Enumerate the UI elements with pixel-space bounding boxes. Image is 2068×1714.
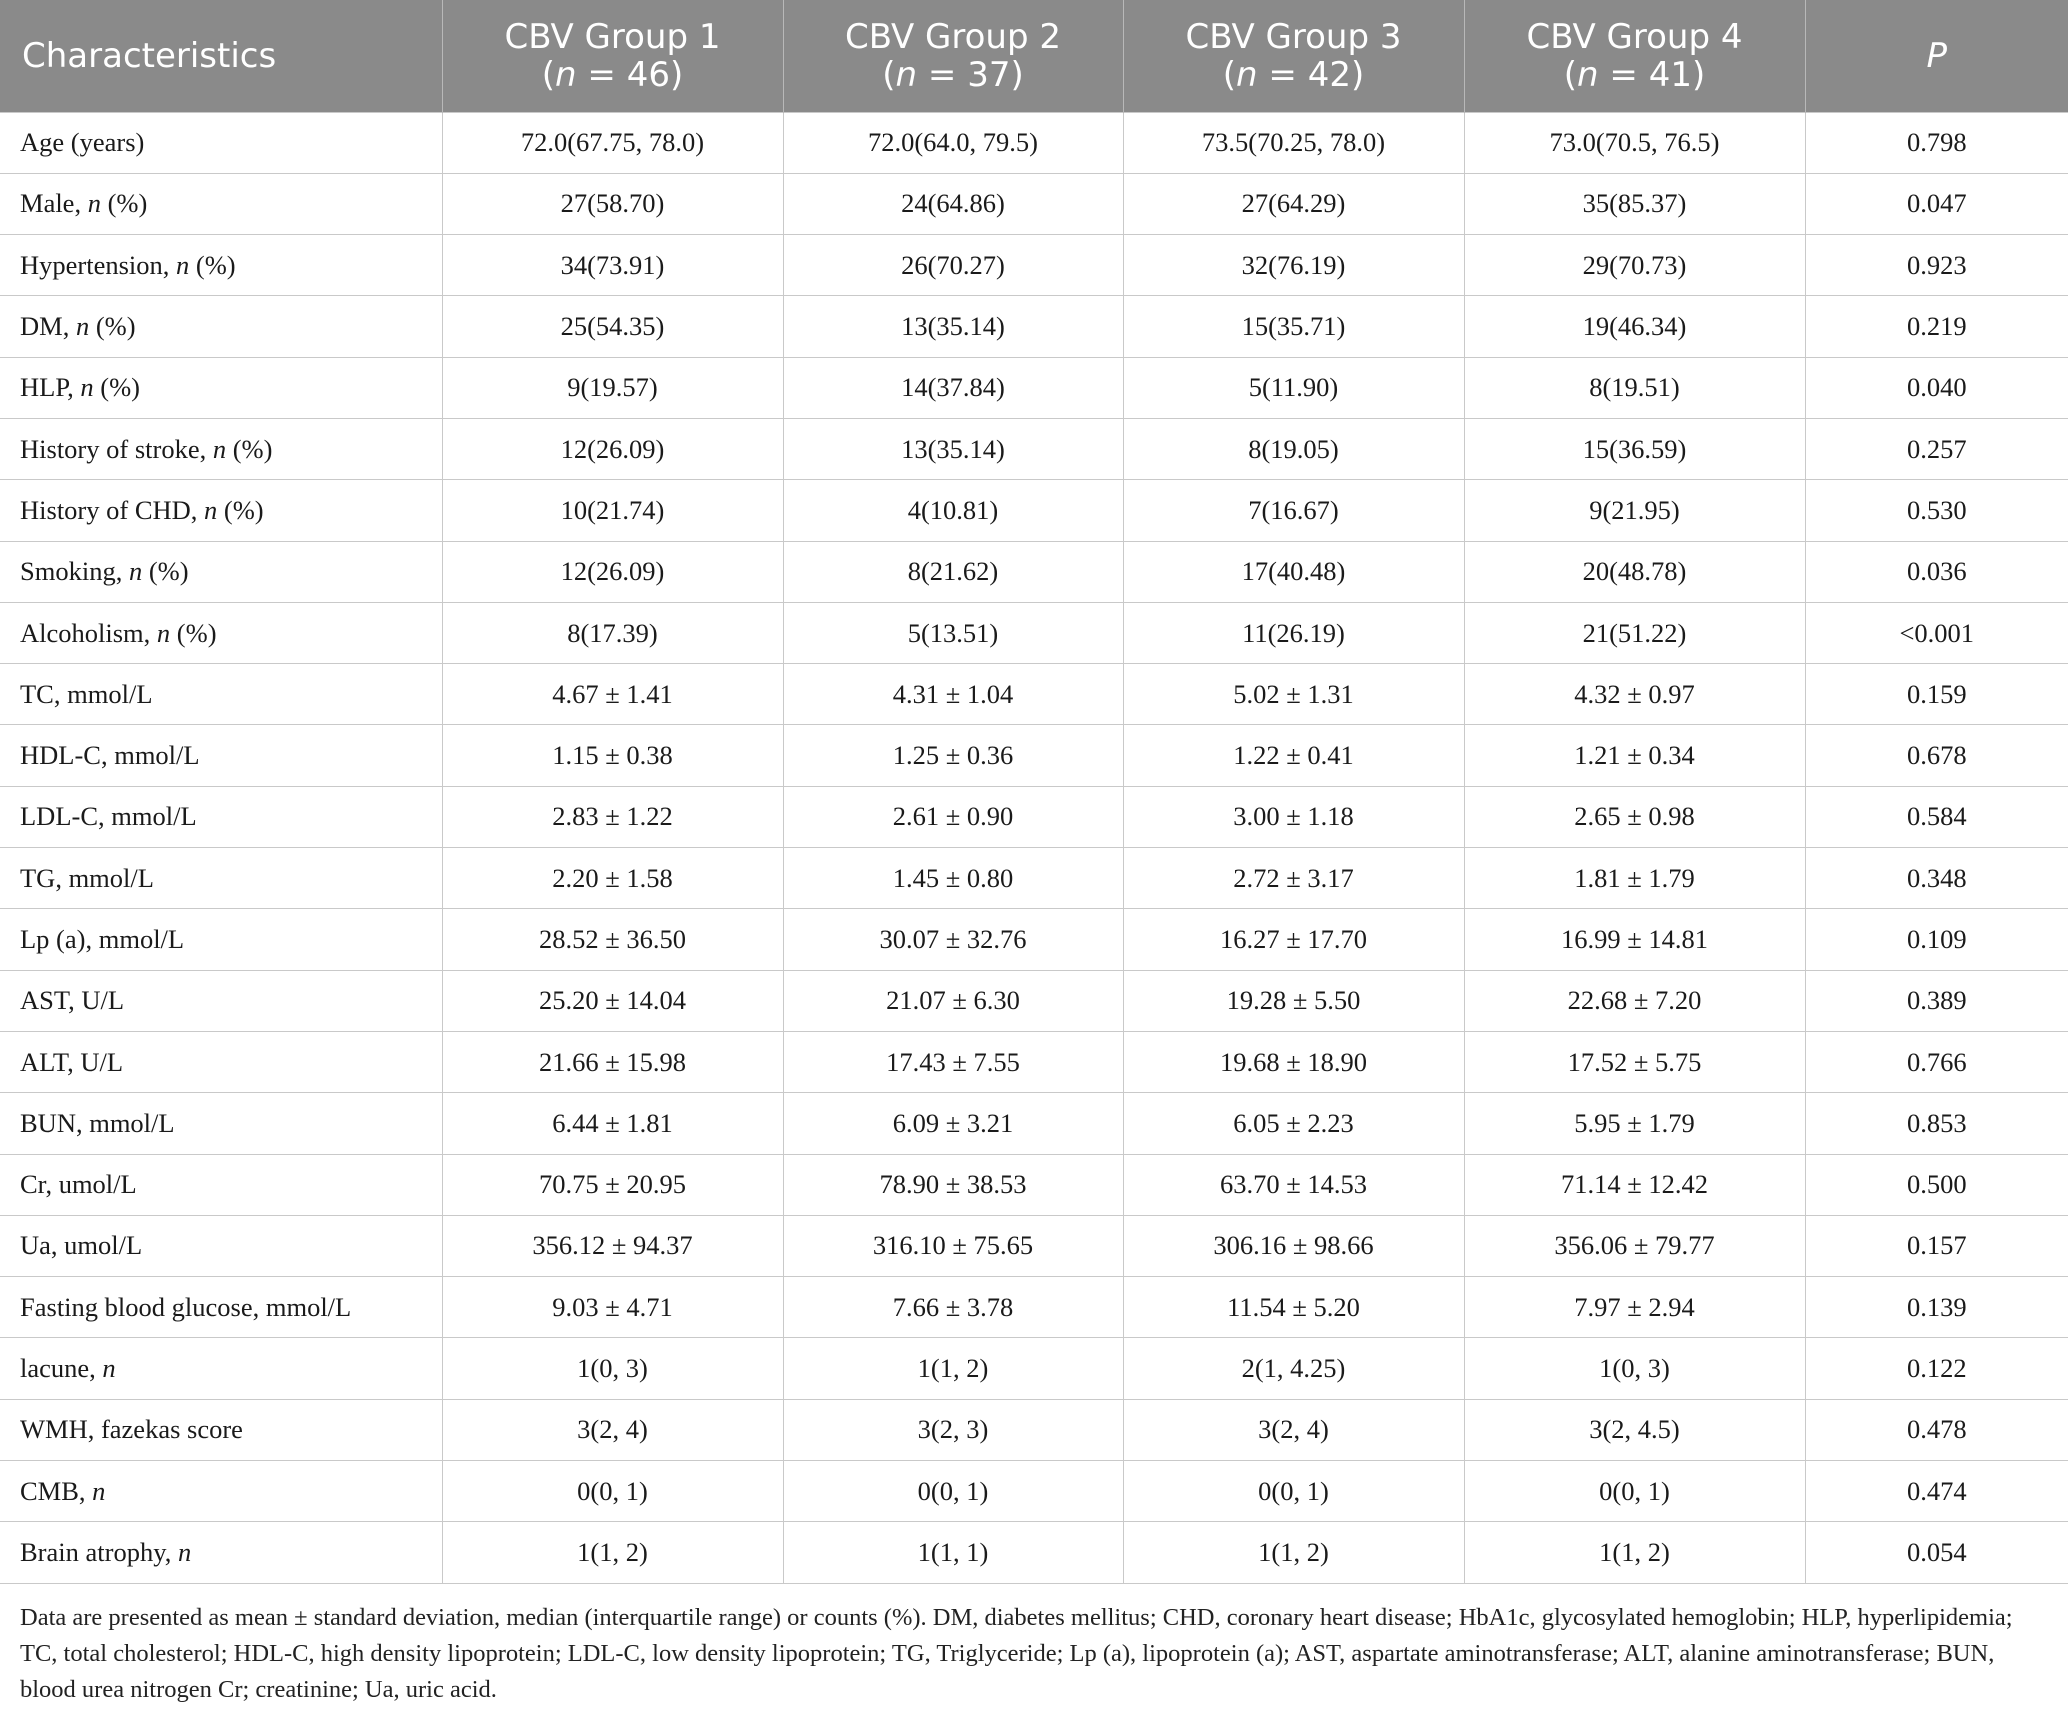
row-label-text: Hypertension,: [20, 249, 177, 280]
group-name: CBV Group 2: [844, 16, 1062, 57]
cell-p-value: 0.584: [1805, 786, 2068, 847]
cell-group-1: 21.66 ± 15.98: [442, 1031, 783, 1092]
group-n-value: = 42): [1257, 54, 1365, 95]
row-label: [0, 786, 442, 847]
group-name: CBV Group 3: [1185, 16, 1402, 57]
row-label-text: History of CHD,: [20, 494, 205, 525]
header-group-4: CBV Group 4 (n = 41): [1464, 0, 1805, 112]
row-label-text: lacune,: [20, 1353, 103, 1384]
cell-group-3: 2.72 ± 3.17: [1123, 848, 1464, 909]
header-row: [0, 0, 2068, 112]
row-label-text: Cr, umol/L: [20, 1169, 137, 1200]
cell-group-2: 21.07 ± 6.30: [783, 970, 1123, 1031]
table-row: [0, 1215, 2068, 1276]
row-label-unit: (%): [217, 494, 264, 525]
cell-group-4: 20(48.78): [1464, 541, 1805, 602]
row-label: [0, 848, 442, 909]
row-label: [0, 357, 442, 418]
table-row: [0, 541, 2068, 602]
cell-p-value: 0.348: [1805, 848, 2068, 909]
row-label-text: WMH, fazekas score: [20, 1414, 243, 1445]
cell-group-1: 28.52 ± 36.50: [442, 909, 783, 970]
cell-group-4: 35(85.37): [1464, 173, 1805, 234]
row-label-text: ALT, U/L: [20, 1046, 124, 1077]
cell-group-1: 9(19.57): [442, 357, 783, 418]
cell-group-4: 4.32 ± 0.97: [1464, 664, 1805, 725]
row-label: [0, 112, 442, 173]
table-row: [0, 725, 2068, 786]
cell-group-4: 22.68 ± 7.20: [1464, 970, 1805, 1031]
row-label-text: DM,: [20, 311, 76, 342]
row-label-text: LDL-C, mmol/L: [20, 801, 197, 832]
row-label-text: AST, U/L: [20, 985, 125, 1016]
cell-group-4: 3(2, 4.5): [1464, 1399, 1805, 1460]
cell-group-2: 1.45 ± 0.80: [783, 848, 1123, 909]
table-row: [0, 296, 2068, 357]
cell-group-2: 2.61 ± 0.90: [783, 786, 1123, 847]
row-label-unit: (%): [170, 617, 217, 648]
cell-group-2: 8(21.62): [783, 541, 1123, 602]
cell-group-1: 2.83 ± 1.22: [442, 786, 783, 847]
table-row: [0, 173, 2068, 234]
cell-group-3: 16.27 ± 17.70: [1123, 909, 1464, 970]
cell-group-4: 7.97 ± 2.94: [1464, 1277, 1805, 1338]
row-label: [0, 1154, 442, 1215]
cell-group-3: 73.5(70.25, 78.0): [1123, 112, 1464, 173]
cell-group-1: 2.20 ± 1.58: [442, 848, 783, 909]
cell-group-1: 1.15 ± 0.38: [442, 725, 783, 786]
row-label-text: Alcoholism,: [20, 617, 157, 648]
row-label: [0, 541, 442, 602]
row-label-n: n: [176, 249, 190, 280]
cell-p-value: 0.389: [1805, 970, 2068, 1031]
row-label: [0, 173, 442, 234]
cell-p-value: 0.159: [1805, 664, 2068, 725]
row-label-n: n: [80, 372, 94, 403]
cell-group-2: 4.31 ± 1.04: [783, 664, 1123, 725]
cell-group-3: 11.54 ± 5.20: [1123, 1277, 1464, 1338]
row-label: [0, 1338, 442, 1399]
cell-p-value: 0.109: [1805, 909, 2068, 970]
cell-group-1: 356.12 ± 94.37: [442, 1215, 783, 1276]
cell-group-2: 13(35.14): [783, 418, 1123, 479]
group-n-value: = 41): [1598, 54, 1706, 95]
table-row: [0, 786, 2068, 847]
cell-p-value: 0.040: [1805, 357, 2068, 418]
table-row: [0, 909, 2068, 970]
cell-group-1: 72.0(67.75, 78.0): [442, 112, 783, 173]
row-label: [0, 909, 442, 970]
cell-group-4: 2.65 ± 0.98: [1464, 786, 1805, 847]
cell-group-2: 1.25 ± 0.36: [783, 725, 1123, 786]
cell-p-value: 0.122: [1805, 1338, 2068, 1399]
cell-group-2: 1(1, 2): [783, 1338, 1123, 1399]
cell-p-value: 0.036: [1805, 541, 2068, 602]
header-group-1: CBV Group 1 (n = 46): [442, 0, 783, 112]
cell-group-1: 70.75 ± 20.95: [442, 1154, 783, 1215]
cell-group-4: 15(36.59): [1464, 418, 1805, 479]
cell-group-2: 72.0(64.0, 79.5): [783, 112, 1123, 173]
row-label-unit: (%): [142, 556, 189, 587]
table-row: [0, 1399, 2068, 1460]
cell-p-value: 0.500: [1805, 1154, 2068, 1215]
row-label-text: Fasting blood glucose, mmol/L: [20, 1291, 352, 1322]
cell-group-4: 71.14 ± 12.42: [1464, 1154, 1805, 1215]
row-label-text: CMB,: [20, 1475, 93, 1506]
table-body: [0, 112, 2068, 1583]
cell-p-value: 0.139: [1805, 1277, 2068, 1338]
cell-p-value: 0.257: [1805, 418, 2068, 479]
header-p-value: P: [1805, 0, 2068, 112]
cell-group-2: 14(37.84): [783, 357, 1123, 418]
cell-group-4: 73.0(70.5, 76.5): [1464, 112, 1805, 173]
cell-group-4: 21(51.22): [1464, 602, 1805, 663]
table-row: [0, 1338, 2068, 1399]
row-label: [0, 1031, 442, 1092]
cell-group-3: 5(11.90): [1123, 357, 1464, 418]
row-label: [0, 296, 442, 357]
cell-group-2: 30.07 ± 32.76: [783, 909, 1123, 970]
cell-group-2: 0(0, 1): [783, 1461, 1123, 1522]
cell-group-4: 5.95 ± 1.79: [1464, 1093, 1805, 1154]
cell-group-3: 8(19.05): [1123, 418, 1464, 479]
cell-group-3: 306.16 ± 98.66: [1123, 1215, 1464, 1276]
cell-group-2: 7.66 ± 3.78: [783, 1277, 1123, 1338]
cell-p-value: 0.157: [1805, 1215, 2068, 1276]
table-row: [0, 602, 2068, 663]
row-label-n: n: [87, 188, 101, 219]
row-label: [0, 725, 442, 786]
cell-p-value: 0.853: [1805, 1093, 2068, 1154]
cell-group-1: 1(1, 2): [442, 1522, 783, 1583]
row-label: [0, 1215, 442, 1276]
cell-group-3: 2(1, 4.25): [1123, 1338, 1464, 1399]
cell-group-2: 316.10 ± 75.65: [783, 1215, 1123, 1276]
row-label: [0, 602, 442, 663]
cell-group-2: 17.43 ± 7.55: [783, 1031, 1123, 1092]
row-label: [0, 418, 442, 479]
cell-group-3: 11(26.19): [1123, 602, 1464, 663]
row-label: [0, 235, 442, 296]
row-label-unit: (%): [189, 249, 236, 280]
cell-group-4: 1.21 ± 0.34: [1464, 725, 1805, 786]
group-n-value: = 46): [576, 54, 684, 95]
cell-p-value: <0.001: [1805, 602, 2068, 663]
table-row: [0, 848, 2068, 909]
cell-group-1: 6.44 ± 1.81: [442, 1093, 783, 1154]
cell-group-4: 1(1, 2): [1464, 1522, 1805, 1583]
cell-group-1: 34(73.91): [442, 235, 783, 296]
cell-group-3: 3(2, 4): [1123, 1399, 1464, 1460]
row-label-unit: (%): [93, 372, 140, 403]
cell-p-value: 0.766: [1805, 1031, 2068, 1092]
cell-p-value: 0.047: [1805, 173, 2068, 234]
cell-group-2: 5(13.51): [783, 602, 1123, 663]
row-label: [0, 1093, 442, 1154]
cell-group-3: 19.68 ± 18.90: [1123, 1031, 1464, 1092]
cell-group-4: 8(19.51): [1464, 357, 1805, 418]
cell-group-1: 0(0, 1): [442, 1461, 783, 1522]
table-row: [0, 1031, 2068, 1092]
cell-group-4: 0(0, 1): [1464, 1461, 1805, 1522]
table-row: [0, 664, 2068, 725]
row-label-text: Age (years): [20, 127, 145, 158]
cell-group-1: 9.03 ± 4.71: [442, 1277, 783, 1338]
cell-group-4: 9(21.95): [1464, 480, 1805, 541]
table-row: [0, 1461, 2068, 1522]
row-label-n: n: [156, 617, 171, 648]
cell-group-3: 3.00 ± 1.18: [1123, 786, 1464, 847]
row-label: [0, 970, 442, 1031]
table-row: [0, 480, 2068, 541]
cell-group-2: 24(64.86): [783, 173, 1123, 234]
row-label-n: n: [102, 1353, 116, 1384]
row-label-text: BUN, mmol/L: [20, 1107, 175, 1138]
cell-group-2: 1(1, 1): [783, 1522, 1123, 1583]
row-label-n: n: [177, 1536, 192, 1567]
cell-group-1: 12(26.09): [442, 418, 783, 479]
cell-group-3: 17(40.48): [1123, 541, 1464, 602]
cell-group-1: 25.20 ± 14.04: [442, 970, 783, 1031]
row-label-unit: (%): [89, 311, 136, 342]
cell-group-3: 1(1, 2): [1123, 1522, 1464, 1583]
table-row: [0, 1154, 2068, 1215]
cell-group-3: 27(64.29): [1123, 173, 1464, 234]
cell-group-3: 19.28 ± 5.50: [1123, 970, 1464, 1031]
cell-group-1: 3(2, 4): [442, 1399, 783, 1460]
row-label: [0, 664, 442, 725]
cell-group-4: 29(70.73): [1464, 235, 1805, 296]
cell-p-value: 0.678: [1805, 725, 2068, 786]
row-label-text: Smoking,: [20, 556, 129, 587]
cell-group-1: 12(26.09): [442, 541, 783, 602]
row-label: [0, 1522, 442, 1583]
cell-group-2: 4(10.81): [783, 480, 1123, 541]
cell-group-1: 8(17.39): [442, 602, 783, 663]
group-n-label: n: [555, 54, 577, 95]
header-group-2: CBV Group 2 (n = 37): [783, 0, 1123, 112]
row-label-unit: (%): [226, 433, 273, 464]
row-label-text: TG, mmol/L: [20, 862, 154, 893]
cell-group-3: 63.70 ± 14.53: [1123, 1154, 1464, 1215]
row-label-text: HDL-C, mmol/L: [20, 740, 200, 771]
header-group-3: CBV Group 3 (n = 42): [1123, 0, 1464, 112]
cell-group-2: 78.90 ± 38.53: [783, 1154, 1123, 1215]
cell-group-3: 15(35.71): [1123, 296, 1464, 357]
group-name: CBV Group 4: [1526, 16, 1743, 57]
cell-group-4: 356.06 ± 79.77: [1464, 1215, 1805, 1276]
cell-group-3: 5.02 ± 1.31: [1123, 664, 1464, 725]
cell-group-4: 1(0, 3): [1464, 1338, 1805, 1399]
row-label-n: n: [212, 433, 227, 464]
row-label: [0, 1461, 442, 1522]
cell-group-1: 1(0, 3): [442, 1338, 783, 1399]
table-row: [0, 1522, 2068, 1583]
cell-p-value: 0.054: [1805, 1522, 2068, 1583]
table-row: [0, 1093, 2068, 1154]
cell-p-value: 0.530: [1805, 480, 2068, 541]
row-label-n: n: [204, 494, 218, 525]
table-row: [0, 970, 2068, 1031]
cell-group-1: 25(54.35): [442, 296, 783, 357]
row-label: [0, 1277, 442, 1338]
row-label-text: Male,: [20, 188, 88, 219]
cell-group-4: 1.81 ± 1.79: [1464, 848, 1805, 909]
group-n-value: = 37): [917, 54, 1024, 95]
row-label-n: n: [128, 556, 143, 587]
table-row: [0, 1277, 2068, 1338]
table-row: [0, 235, 2068, 296]
row-label-text: Lp (a), mmol/L: [20, 924, 185, 954]
row-label-text: HLP,: [20, 372, 81, 403]
cell-group-2: 26(70.27): [783, 235, 1123, 296]
cell-group-4: 19(46.34): [1464, 296, 1805, 357]
row-label: [0, 1399, 442, 1460]
cell-group-3: 6.05 ± 2.23: [1123, 1093, 1464, 1154]
cell-group-2: 3(2, 3): [783, 1399, 1123, 1460]
row-label: [0, 480, 442, 541]
cell-group-3: 32(76.19): [1123, 235, 1464, 296]
group-n-label: n: [1577, 54, 1599, 95]
row-label-text: Brain atrophy,: [20, 1536, 178, 1567]
group-n-label: n: [1236, 54, 1258, 95]
group-n-label: n: [895, 54, 918, 95]
cell-p-value: 0.798: [1805, 112, 2068, 173]
table-row: [0, 357, 2068, 418]
header-characteristics: Characteristics: [22, 35, 277, 76]
cell-p-value: 0.478: [1805, 1399, 2068, 1460]
cell-group-1: 4.67 ± 1.41: [442, 664, 783, 725]
table-header: [0, 0, 2068, 112]
row-label-unit: (%): [100, 188, 148, 219]
cell-p-value: 0.923: [1805, 235, 2068, 296]
row-label-n: n: [75, 311, 90, 342]
cell-p-value: 0.474: [1805, 1461, 2068, 1522]
table-row: [0, 418, 2068, 479]
row-label-text: TC, mmol/L: [20, 678, 153, 709]
row-label-text: Ua, umol/L: [20, 1230, 143, 1261]
table-row: [0, 112, 2068, 173]
group-name: CBV Group 1: [504, 16, 721, 57]
cell-group-1: 10(21.74): [442, 480, 783, 541]
cell-group-2: 6.09 ± 3.21: [783, 1093, 1123, 1154]
cell-group-1: 27(58.70): [442, 173, 783, 234]
row-label-n: n: [92, 1475, 106, 1506]
cell-group-2: 13(35.14): [783, 296, 1123, 357]
cell-group-3: 0(0, 1): [1123, 1461, 1464, 1522]
cell-group-4: 16.99 ± 14.81: [1464, 909, 1805, 970]
cell-group-3: 7(16.67): [1123, 480, 1464, 541]
cell-group-4: 17.52 ± 5.75: [1464, 1031, 1805, 1092]
table-footnote: Data are presented as mean ± standard deviation, median (interquartile range) or counts (%). DM, diabetes mellitus; CHD, coronary heart disease; HbA1c, glycosylated hemoglobin; HLP, hyperlipidemia; TC, total cholesterol; HDL-C, high density lipoprotein; LDL-C, low density lipoprotein; TG, Triglyceride; Lp (a), lipoprotein (a); AST, aspartate aminotransferase; ALT, alanine aminotransferase; BUN, blood urea nitrogen Cr; creatinine; Ua, uric acid.: [20, 1604, 2013, 1703]
row-label-text: History of stroke,: [20, 433, 213, 464]
cell-p-value: 0.219: [1805, 296, 2068, 357]
cell-group-3: 1.22 ± 0.41: [1123, 725, 1464, 786]
